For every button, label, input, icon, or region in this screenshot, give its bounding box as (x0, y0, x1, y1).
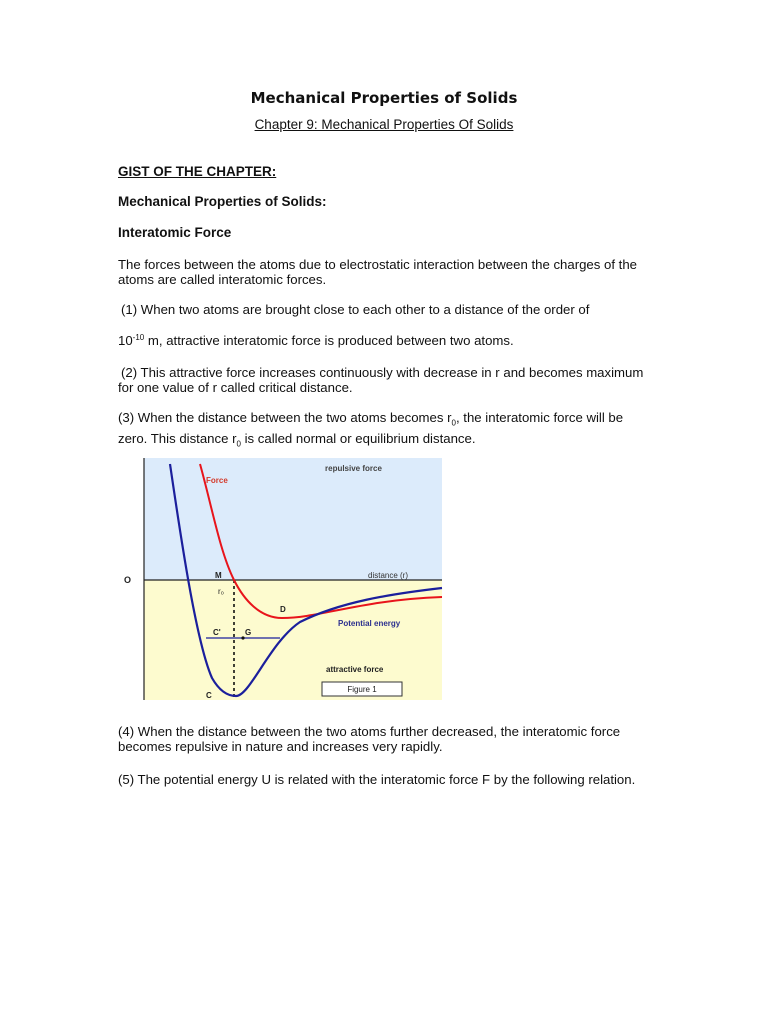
subsection-heading: Interatomic Force (118, 225, 232, 240)
gist-heading: GIST OF THE CHAPTER: (118, 164, 277, 179)
section-heading: Mechanical Properties of Solids: (118, 194, 327, 209)
label-r0: r₀ (218, 587, 224, 596)
label-m: M (215, 571, 222, 580)
label-d: D (280, 605, 286, 614)
point4-paragraph: (4) When the distance between the two atoms further decreased, the interatomic force becomes repulsive in nature and increases very rapidly. (118, 724, 621, 754)
label-g: G (245, 628, 252, 637)
label-force: Force (206, 476, 228, 485)
label-origin: O (124, 575, 132, 585)
document-title: Mechanical Properties of Solids (250, 89, 518, 107)
label-repulsive: repulsive force (325, 464, 382, 473)
interatomic-force-figure (120, 452, 450, 702)
point1-line2: $10^{-10}$ m, attractive interatomic force is produced between two atoms. (118, 333, 514, 348)
exponent: -10 (132, 333, 145, 342)
label-attractive: attractive force (326, 665, 384, 674)
label-potential-energy: Potential energy (338, 619, 401, 628)
repulsive-region (144, 458, 442, 580)
figure-caption: Figure 1 (347, 685, 377, 694)
point1-line1: (1) When two atoms are brought close to each other to a distance of the order of (121, 302, 590, 317)
point2-paragraph: (2) This attractive force increases continuously with decrease in r and becomes maximum for one value of r called critical distance. (118, 365, 644, 395)
definition-paragraph: The forces between the atoms due to electrostatic interaction between the charges of the atoms are called interatomic forces. (118, 257, 638, 287)
chapter-subtitle: Chapter 9: Mechanical Properties Of Solids (254, 117, 514, 132)
point5-paragraph: (5) The potential energy U is related with the interatomic force F by the following relation. (118, 772, 636, 787)
label-distance: distance (r) (368, 571, 409, 580)
point3-paragraph: (3) When the distance between the two atoms becomes $r_0$, the interatomic force will be zero. This distance $r_0$ is called normal or equilibrium distance. (118, 410, 624, 449)
label-c-prime: C' (213, 628, 221, 637)
label-c: C (206, 691, 212, 700)
